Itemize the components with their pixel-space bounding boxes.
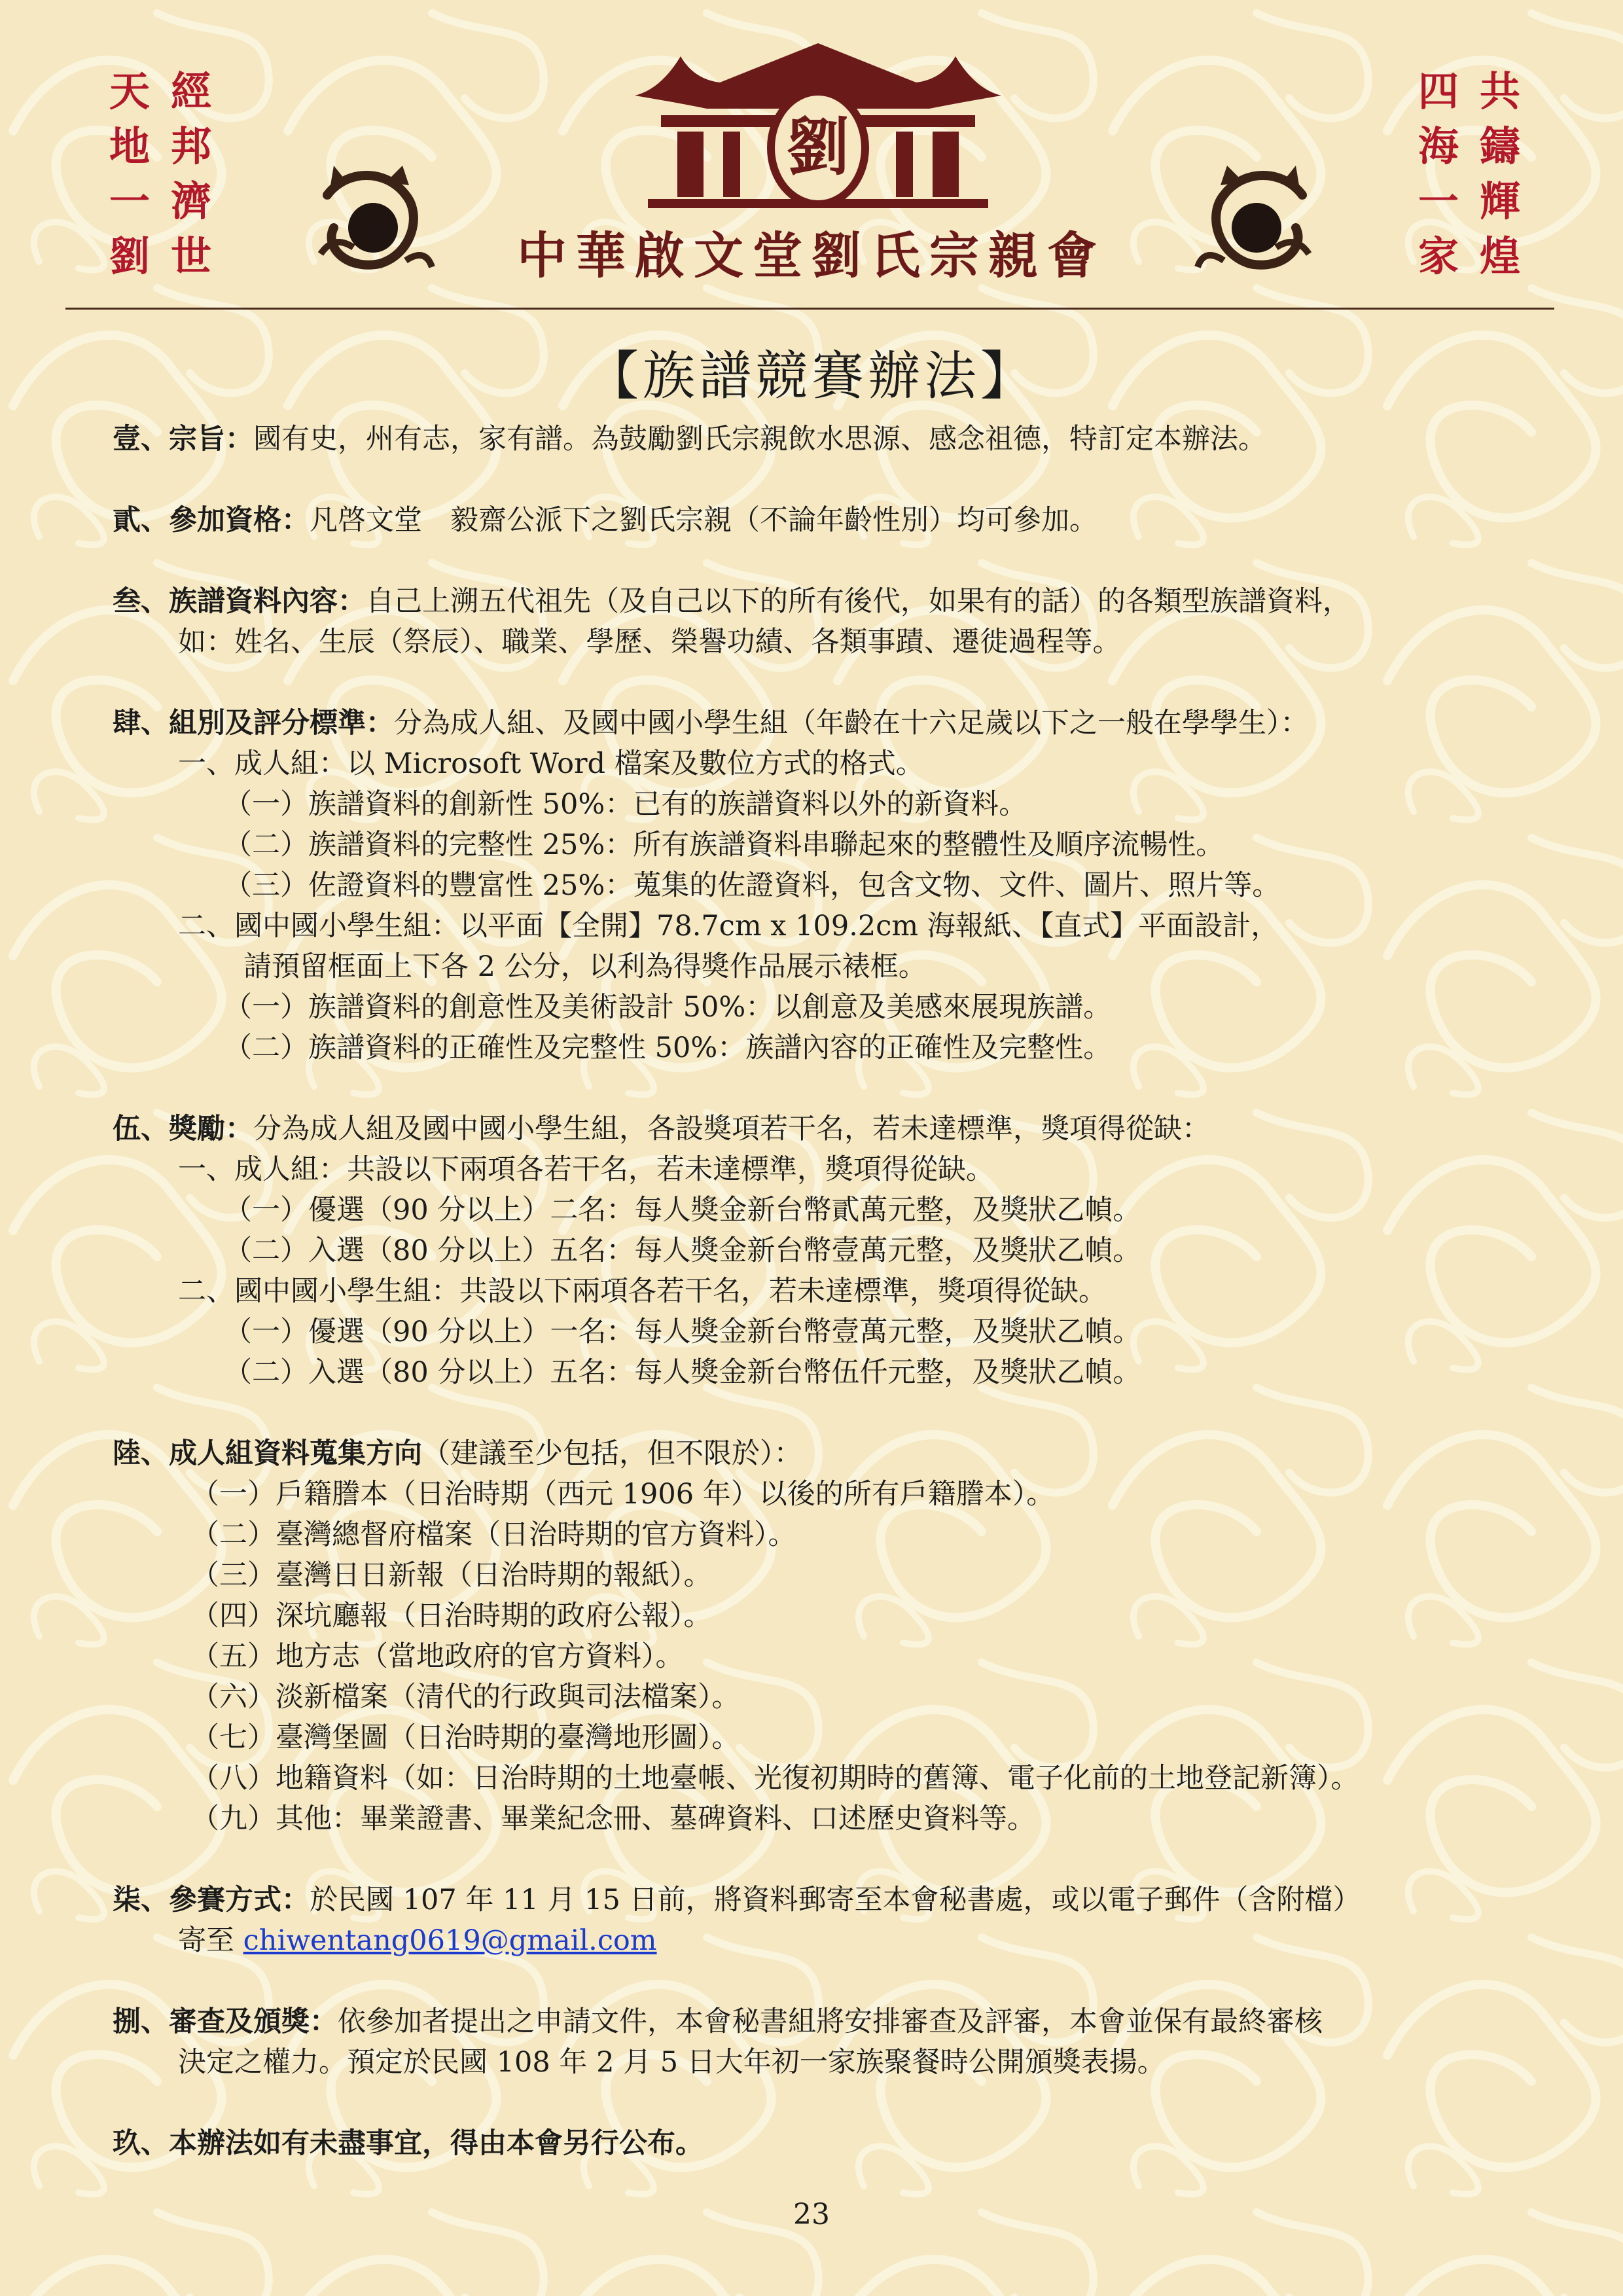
couplet-char: 鑄 xyxy=(1479,122,1520,170)
award-item: （二）入選（80 分以上）五名：每人獎金新台幣壹萬元整，及獎狀乙幀。 xyxy=(224,1234,1141,1267)
section-label: 捌、審查及頒獎： xyxy=(113,2005,338,2038)
award-group-adult: 一、成人組：共設以下兩項各若干名，若未達標準，獎項得從缺。 xyxy=(178,1153,994,1186)
section-data-sources xyxy=(113,1433,1539,1474)
couplet-char: 邦 xyxy=(170,122,211,170)
criteria-item: （一）族譜資料的創新性 50%：已有的族譜資料以外的新資料。 xyxy=(224,788,1027,821)
award-item: （一）優選（90 分以上）一名：每人獎金新台幣壹萬元整，及獎狀乙幀。 xyxy=(224,1316,1141,1348)
group-adult: 一、成人組：以 Microsoft Word 檔案及數位方式的格式。 xyxy=(178,747,924,780)
section-text: （建議至少包括，但不限於）： xyxy=(422,1437,802,1470)
section-label: 伍、獎勵： xyxy=(113,1113,253,1145)
section-label: 壹、宗旨： xyxy=(113,423,253,456)
source-item: （九）其他：畢業證書、畢業紀念冊、墓碑資料、口述歷史資料等。 xyxy=(191,1803,1035,1835)
couplet-char: 海 xyxy=(1418,122,1459,170)
source-item: （八）地籍資料（如：日治時期的土地臺帳、光復初期時的舊簿、電子化前的土地登記新簿）。 xyxy=(191,1762,1359,1795)
source-item: （二）臺灣總督府檔案（日治時期的官方資料）。 xyxy=(191,1518,796,1551)
section-label: 貳、參加資格： xyxy=(113,504,310,537)
section-text: 凡啓文堂 毅齋公派下之劉氏宗親（不論年齡性別）均可參加。 xyxy=(310,504,1097,537)
couplet-char: 地 xyxy=(109,122,150,170)
section-text: 依參加者提出之申請文件，本會秘書組將安排審查及評審，本會並保有最終審核 xyxy=(338,2005,1323,2038)
couplet-right xyxy=(1414,64,1525,284)
source-item: （一）戶籍謄本（日治時期（西元 1906 年）以後的所有戶籍謄本）。 xyxy=(191,1478,1055,1511)
award-group-student: 二、國中國小學生組：共設以下兩項各若干名，若未達標準，獎項得從缺。 xyxy=(178,1275,1107,1308)
couplet-char: 一 xyxy=(1418,177,1459,225)
couplet-left-col-2 xyxy=(166,64,216,284)
couplet-right-col-2 xyxy=(1475,64,1525,284)
couplet-char: 煌 xyxy=(1479,232,1520,280)
criteria-item: （一）族譜資料的創意性及美術設計 50%：以創意及美感來展現族譜。 xyxy=(224,991,1112,1024)
couplet-char: 家 xyxy=(1418,232,1459,280)
criteria-item: （二）族譜資料的正確性及完整性 50%：族譜內容的正確性及完整性。 xyxy=(224,1031,1112,1064)
page-number: 23 xyxy=(793,2198,830,2231)
source-item: （七）臺灣堡圖（日治時期的臺灣地形圖）。 xyxy=(191,1721,740,1754)
criteria-item: （二）族譜資料的完整性 25%：所有族譜資料串聯起來的整體性及順序流暢性。 xyxy=(224,829,1224,861)
couplet-right-col-1 xyxy=(1414,64,1463,284)
group-student: 二、國中國小學生組：以平面【全開】78.7cm x 109.2cm 海報紙、【直式】平面設計， xyxy=(178,910,1279,942)
couplet-char: 四 xyxy=(1418,67,1459,115)
submission-email-line xyxy=(113,1920,1539,1961)
section-purpose xyxy=(113,419,1539,459)
document-body xyxy=(113,419,1539,2164)
source-item: （三）臺灣日日新報（日治時期的報紙）。 xyxy=(191,1559,712,1592)
section-groups-criteria xyxy=(113,703,1539,744)
dragon-icon xyxy=(308,156,438,280)
award-item: （一）優選（90 分以上）二名：每人獎金新台幣貳萬元整，及獎狀乙幀。 xyxy=(224,1194,1141,1227)
couplet-char: 共 xyxy=(1479,67,1520,115)
section-text: 分為成人組及國中國小學生組，各設獎項若干名，若未達標準，獎項得從缺： xyxy=(253,1113,1210,1145)
email-prefix: 寄至 xyxy=(178,1924,243,1957)
logo-char: 劉 xyxy=(787,110,849,184)
document-title: 【族譜競賽辦法】 xyxy=(586,346,1037,406)
couplet-char: 濟 xyxy=(170,177,211,225)
source-item: （六）淡新檔案（清代的行政與司法檔案）。 xyxy=(191,1681,740,1713)
couplet-char: 世 xyxy=(170,232,211,280)
couplet-char: 輝 xyxy=(1479,177,1520,225)
couplet-left-col-1 xyxy=(105,64,154,284)
criteria-item: （三）佐證資料的豐富性 25%：蒐集的佐證資料，包含文物、文件、圖片、照片等。 xyxy=(224,869,1281,902)
section-content xyxy=(113,581,1539,622)
source-item: （五）地方志（當地政府的官方資料）。 xyxy=(191,1640,684,1673)
section-submission xyxy=(113,1880,1539,1920)
section-text-cont: 決定之權力。預定於民國 108 年 2 月 5 日大年初一家族聚餐時公開頒獎表揚。 xyxy=(178,2046,1166,2079)
header-divider xyxy=(65,308,1554,310)
section-label: 叁、族譜資料內容： xyxy=(113,585,366,618)
temple-logo xyxy=(622,17,1014,213)
email-link[interactable]: chiwentang0619@gmail.com xyxy=(243,1924,657,1957)
source-item: （四）深坑廳報（日治時期的政府公報）。 xyxy=(191,1600,712,1632)
award-item: （二）入選（80 分以上）五名：每人獎金新台幣伍仟元整，及獎狀乙幀。 xyxy=(224,1356,1141,1389)
group-student-cont: 請預留框面上下各 2 公分，以利為得獎作品展示裱框。 xyxy=(243,950,927,983)
section-text: 於民國 107 年 11 月 15 日前，將資料郵寄至本會秘書處，或以電子郵件（含附檔） xyxy=(310,1884,1361,1916)
section-text: 分為成人組、及國中國小學生組（年齡在十六足歲以下之一般在學學生）： xyxy=(394,707,1309,740)
section-awards xyxy=(113,1109,1539,1149)
section-review xyxy=(113,2001,1539,2042)
couplet-char: 劉 xyxy=(109,232,150,280)
section-supplementary: 玖、本辦法如有未盡事宜，得由本會另行公布。 xyxy=(113,2127,704,2160)
section-text-cont: 如：姓名、生辰（祭辰）、職業、學歷、榮譽功績、各類事蹟、遷徙過程等。 xyxy=(178,626,1121,658)
section-eligibility xyxy=(113,500,1539,541)
couplet-char: 一 xyxy=(109,177,150,225)
section-text: 國有史，州有志，家有譜。為鼓勵劉氏宗親飲水思源、感念祖德，特訂定本辦法。 xyxy=(253,423,1266,456)
section-label: 陸、成人組資料蒐集方向 xyxy=(113,1437,422,1470)
organization-name: 中華啟文堂劉氏宗親會 xyxy=(517,226,1106,285)
couplet-left xyxy=(105,64,216,284)
section-text: 自己上溯五代祖先（及自己以下的所有後代，如果有的話）的各類型族譜資料， xyxy=(366,585,1351,618)
section-label: 柒、參賽方式： xyxy=(113,1884,310,1916)
couplet-char: 天 xyxy=(109,67,150,115)
couplet-char: 經 xyxy=(170,67,211,115)
section-label: 肆、組別及評分標準： xyxy=(113,707,394,740)
dragon-icon xyxy=(1191,156,1322,280)
